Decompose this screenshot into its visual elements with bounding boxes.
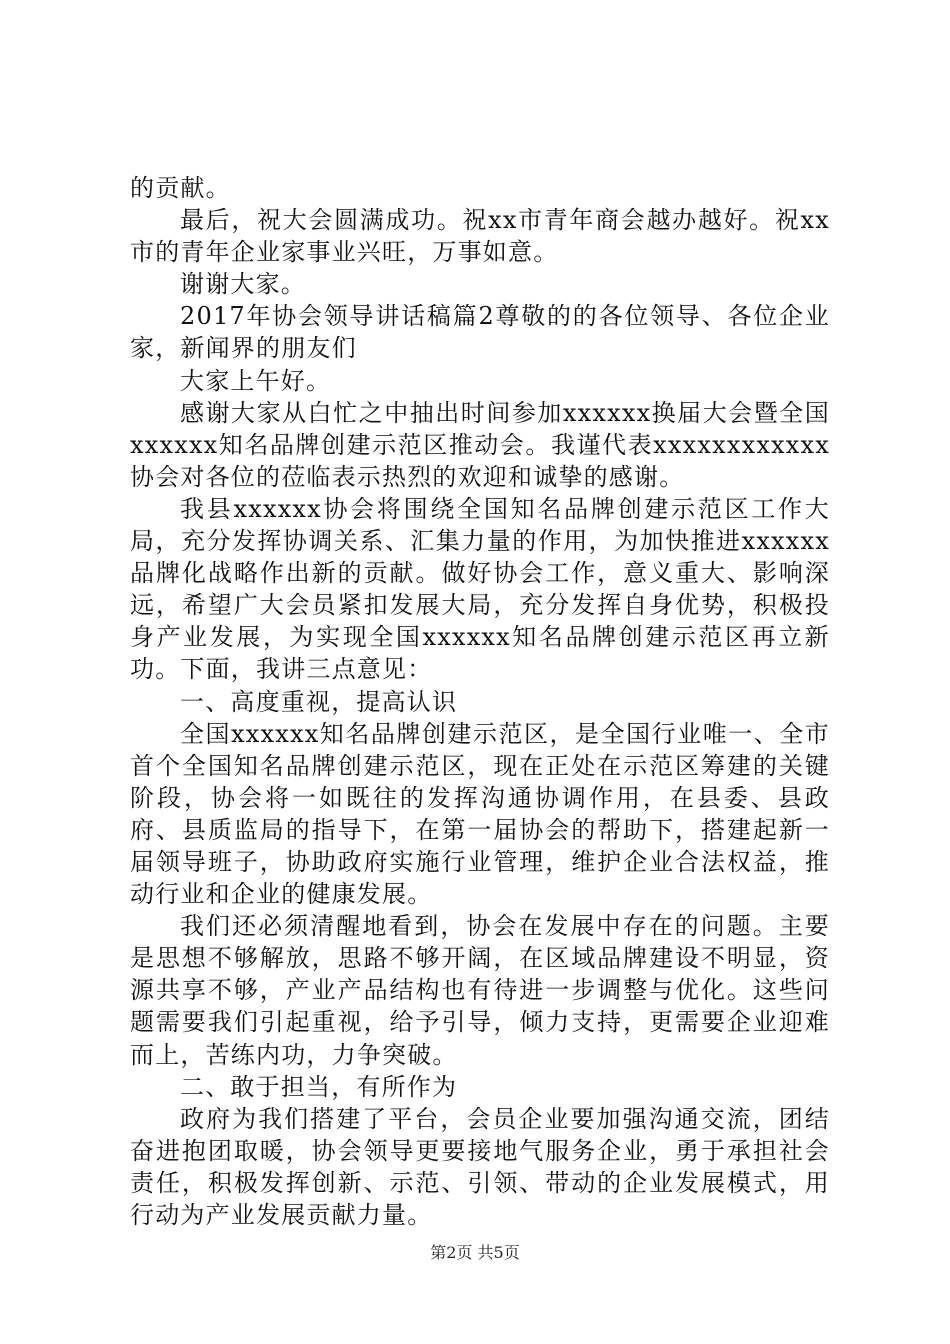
- document-body: [130, 172, 830, 1231]
- page-number-footer: 第2页 共5页: [430, 1243, 520, 1262]
- paragraph-thanks: 谢谢大家。: [180, 270, 306, 299]
- paragraph-association-goals: 我县xxxxxx协会将围绕全国知名品牌创建示范区工作大局，充分发挥协调关系、汇集力量的作用，为加快推进xxxxxx品牌化战略作出新的贡献。做好协会工作，意义重大、影响深远，希望广大会员紧扣发展大局，充分发挥自身优势，积极投身产业发展，为实现全国xxxxxx知名品牌创建示范区再立新功。下面，我讲三点意见：: [130, 494, 830, 684]
- paragraph-problems: 我们还必须清醒地看到，协会在发展中存在的问题。主要是思想不够解放，思路不够开阔，在区域品牌建设不明显，资源共享不够，产业产品结构也有待进一步调整与优化。这些问题需要我们引起重视，给予引导，倾力支持，更需要企业迎难而上，苦练内功，力争突破。: [130, 912, 830, 1069]
- section-heading-one: 一、高度重视，提高认识: [180, 687, 458, 716]
- paragraph-welcome: 感谢大家从白忙之中抽出时间参加xxxxxx换届大会暨全国xxxxxx知名品牌创建示范区推动会。我谨代表xxxxxxxxxxxx协会对各位的莅临表示热烈的欢迎和诚挚的感谢。: [130, 398, 830, 491]
- paragraph-greeting: 大家上午好。: [180, 366, 332, 395]
- paragraph-demonstration-zone: 全国xxxxxx知名品牌创建示范区，是全国行业唯一、全市首个全国知名品牌创建示范区，现在正处在示范区筹建的关键阶段，协会将一如既往的发挥沟通协调作用，在县委、县政府、县质监局的指导下，在第一届协会的帮助下，搭建起新一届领导班子，协助政府实施行业管理，维护企业合法权益，推动行业和企业的健康发展。: [130, 719, 830, 909]
- paragraph-platform: 政府为我们搭建了平台，会员企业要加强沟通交流，团结奋进抱团取暖，协会领导更要接地气服务企业，勇于承担社会责任，积极发挥创新、示范、引领、带动的企业发展模式，用行动为产业发展贡献力量。: [130, 1104, 830, 1229]
- paragraph-continuation: 的贡献。: [130, 174, 231, 202]
- section-heading-two: 二、敢于担当，有所作为: [180, 1072, 458, 1101]
- paragraph-closing-wishes: 最后，祝大会圆满成功。祝xx市青年商会越办越好。祝xx市的青年企业家事业兴旺，万事如意。: [130, 206, 830, 267]
- paragraph-speech-2-opening: 2017年协会领导讲话稿篇2尊敬的的各位领导、各位企业家，新闻界的朋友们: [130, 302, 830, 363]
